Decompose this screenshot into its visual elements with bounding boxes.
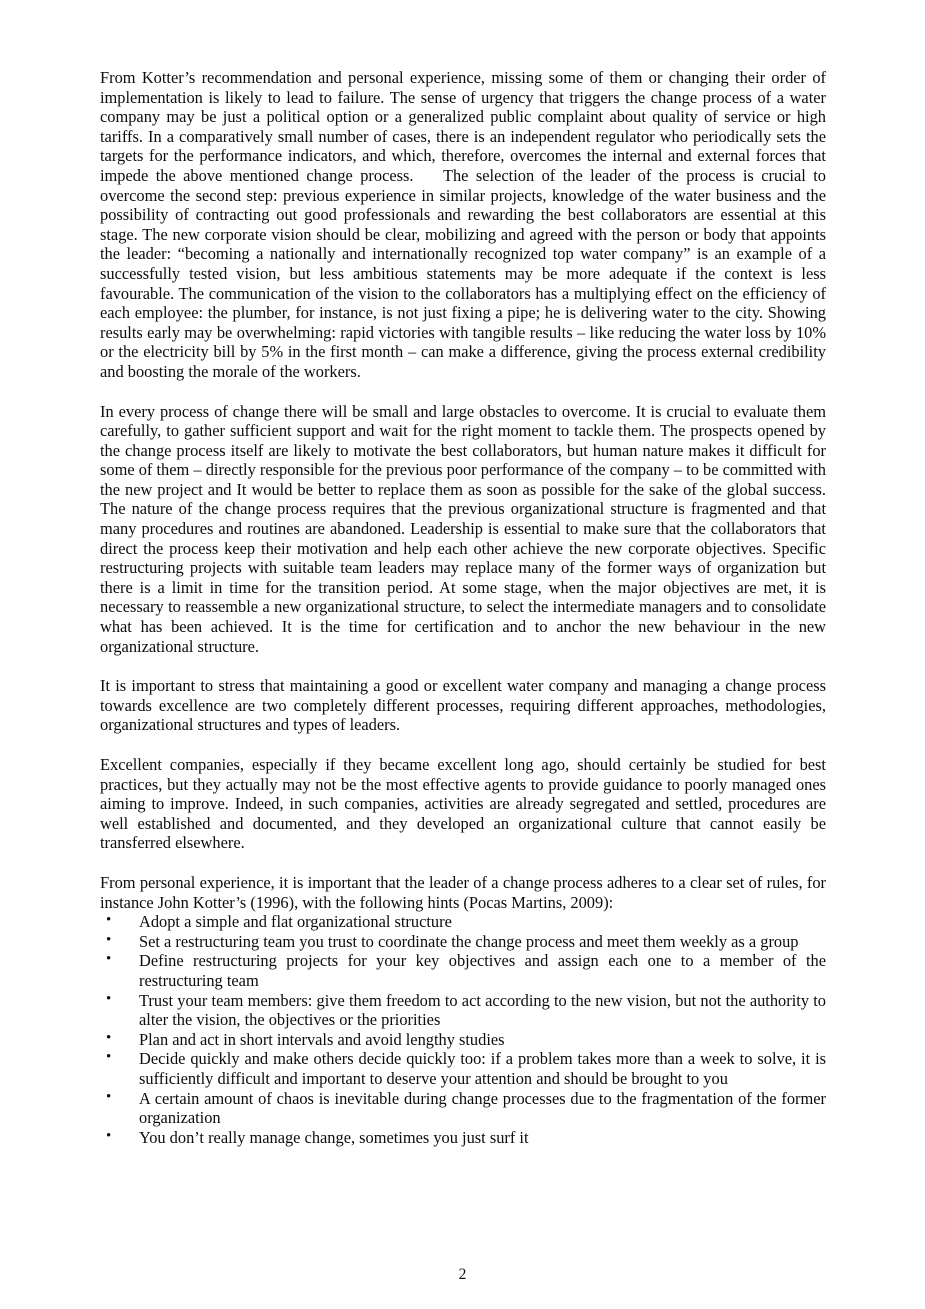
- bullet-icon: •: [106, 990, 112, 1007]
- paragraph-excellent-companies: Excellent companies, especially if they became excellent long ago, should certainly be studied for best practices, but they actually may not be the most effective agents to provide guidance to poorly managed ones aiming to improve. Indeed, in such companies, activities are already segregated and settled, procedures are well established and documented, and they developed an organizational culture that cannot easily be transferred elsewhere.: [100, 755, 826, 853]
- bullet-icon: •: [106, 951, 112, 968]
- list-item: [100, 932, 826, 952]
- list-item: [100, 1128, 826, 1148]
- paragraph-process-of-change: In every process of change there will be small and large obstacles to overcome. It is crucial to evaluate them carefully, to gather sufficient support and wait for the right moment to tackle them. The prospects opened by the change process itself are likely to motivate the best collaborators, but human nature makes it difficult for some of them – directly responsible for the previous poor performance of the company – to be committed with the new project and It would be better to replace them as soon as possible for the sake of the global success. The nature of the change process requires that the previous organizational structure is fragmented and that many procedures and routines are abandoned. Leadership is essential to make sure that the collaborators that direct the process keep their motivation and help each other achieve the new corporate objectives. Specific restructuring projects with suitable team leaders may replace many of the former ways of organization but there is a limit in time for the transition period. At some stage, when the major objectives are met, it is necessary to reassemble a new organizational structure, to select the intermediate managers and to consolidate what has been achieved. It is the time for certification and to anchor the new behaviour in the new organizational structure.: [100, 401, 826, 656]
- list-item-text: Trust your team members: give them freedom to act according to the new vision, but not the authority to alter the vision, the objectives or the priorities: [139, 990, 826, 1030]
- list-item: [100, 951, 826, 990]
- bullet-icon: •: [106, 1029, 112, 1046]
- paragraph-leader-rules-intro: From personal experience, it is important that the leader of a change process adheres to a clear set of rules, for instance John Kotter’s (1996), with the following hints (Pocas Martins, 2009):: [100, 872, 826, 912]
- list-item: [100, 1089, 826, 1128]
- list-item-text: A certain amount of chaos is inevitable during change processes due to the fragmentation of the former organization: [139, 1088, 826, 1128]
- bullet-icon: •: [106, 912, 112, 929]
- bullet-icon: •: [106, 931, 112, 948]
- list-item: [100, 1030, 826, 1050]
- paragraph-kotter-recommendation: From Kotter’s recommendation and personal experience, missing some of them or changing their order of implementation is likely to lead to failure. The sense of urgency that triggers the change process of a water company may be just a political option or a generalized public complaint about quality of service or high tariffs. In a comparatively small number of cases, there is an independent regulator who periodically sets the targets for the performance indicators, and which, therefore, overcomes the internal and external forces that impede the above mentioned change process. The selection of the leader of the process is crucial to overcome the second step: previous experience in similar projects, knowledge of the water business and the possibility of contracting out good professionals and rewarding the best collaborators are essential at this stage. The new corporate vision should be clear, mobilizing and agreed with the person or body that appoints the leader: “becoming a nationally and internationally recognized top water company” is an example of a successfully tested vision, but less ambitious statements may be more adequate if the context is less favourable. The communication of the vision to the collaborators has a multiplying effect on the efficiency of each employee: the plumber, for instance, is not just fixing a pipe; he is delivering water to the city. Showing results early may be overwhelming: rapid victories with tangible results – like reducing the water loss by 10% or the electricity bill by 5% in the first month – can make a difference, giving the process external credibility and boosting the morale of the workers.: [100, 68, 826, 381]
- page-number: 2: [458, 1266, 467, 1283]
- list-item-text: Define restructuring projects for your key objectives and assign each one to a member of the restructuring team: [139, 951, 826, 990]
- list-item-text: Adopt a simple and flat organizational structure: [139, 912, 452, 932]
- list-item-text: Set a restructuring team you trust to coordinate the change process and meet them weekly as a group: [139, 931, 799, 951]
- list-item-text: Plan and act in short intervals and avoid lengthy studies: [139, 1029, 505, 1049]
- hints-list: [100, 912, 826, 1147]
- bullet-icon: •: [106, 1127, 112, 1144]
- list-item: [100, 912, 826, 932]
- paragraph-two-different-processes: It is important to stress that maintaining a good or excellent water company and managing a change process towards excellence are two completely different processes, requiring different approaches, methodologies, organizational structures and types of leaders.: [100, 676, 826, 735]
- list-item-text: Decide quickly and make others decide quickly too: if a problem takes more than a week to solve, it is sufficiently difficult and important to deserve your attention and should be brought to you: [139, 1049, 826, 1088]
- document-body: [100, 68, 826, 1147]
- list-item-text: You don’t really manage change, sometimes you just surf it: [139, 1127, 529, 1147]
- list-item: [100, 1049, 826, 1088]
- bullet-icon: •: [106, 1049, 112, 1066]
- bullet-icon: •: [106, 1088, 112, 1105]
- list-item: [100, 991, 826, 1030]
